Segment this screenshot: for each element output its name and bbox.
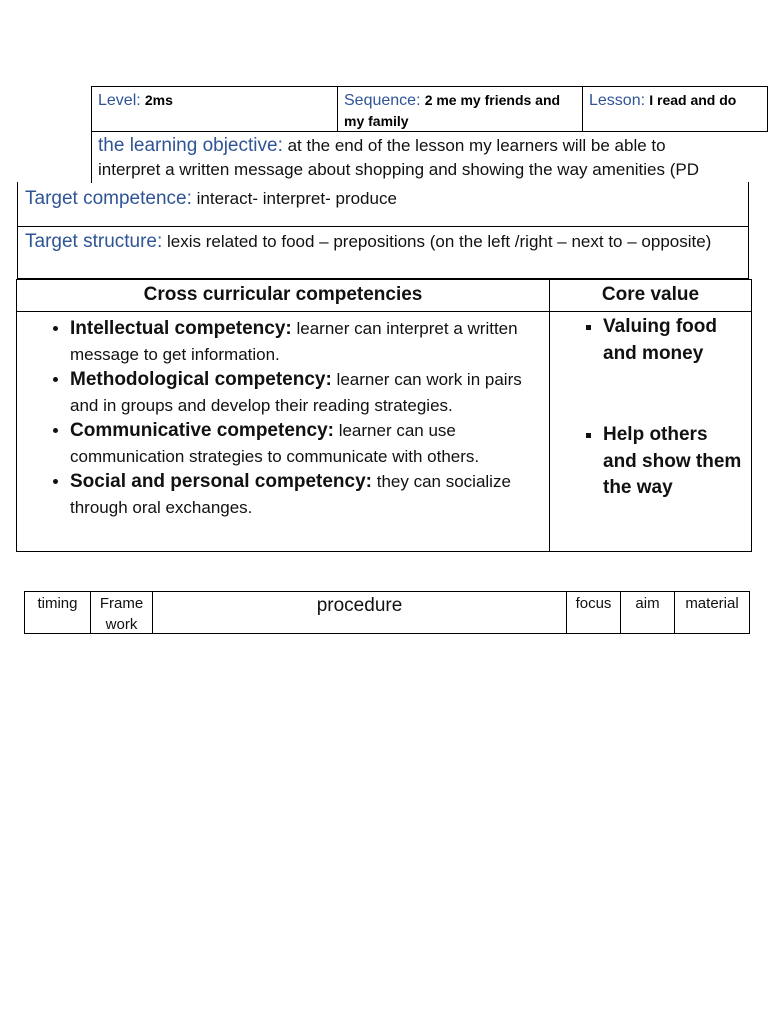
focus-header: focus xyxy=(567,592,621,633)
level-cell xyxy=(92,87,338,131)
level-value: 2ms xyxy=(144,92,173,108)
objective-text-line2: interpret a written message about shopping and showing the way amenities (PD xyxy=(98,160,700,179)
material-header: material xyxy=(685,595,739,612)
target-competence-label: Target competence: xyxy=(25,188,192,209)
competency-title: Methodological competency: xyxy=(70,369,332,390)
learning-objective-row xyxy=(91,131,768,183)
procedure-header: procedure xyxy=(153,592,567,633)
sequence-cell xyxy=(338,87,583,131)
competency-title: Communicative competency: xyxy=(70,420,334,441)
competencies-table xyxy=(16,279,752,552)
competency-text: learner can work in pairs and in groups and develop their reading strategies. xyxy=(70,370,522,415)
competency-text: learner can use communication strategies to communicate with others. xyxy=(70,421,480,466)
sequence-value: 2 me my friends and my family xyxy=(344,92,561,129)
target-structure-label: Target structure: xyxy=(25,231,163,252)
cross-curricular-header: Cross curricular competencies xyxy=(17,280,550,311)
core-value-item: ▪ Help others and show them the way xyxy=(603,422,743,502)
target-competence-row xyxy=(17,182,749,227)
competencies-list-cell xyxy=(17,312,550,552)
core-value-header: Core value xyxy=(601,284,700,305)
level-label: Level: xyxy=(98,92,141,109)
core-value-item: ▪ Valuing food and money xyxy=(603,314,743,367)
lesson-value: I read and do xyxy=(649,92,737,108)
target-structure-row xyxy=(17,226,749,279)
target-structure-value: lexis related to food – prepositions (on the left /right – next to – opposite) xyxy=(167,232,712,251)
core-values-list xyxy=(550,312,751,502)
competency-text: learner can interpret a written message to get information. xyxy=(70,319,518,364)
sequence-label: Sequence: xyxy=(344,92,421,109)
target-competence-value: interact- interpret- produce xyxy=(196,189,397,208)
competencies-header-row xyxy=(17,280,751,312)
framework-header: Frame work xyxy=(91,592,153,633)
procedure-table-header xyxy=(24,591,750,634)
list-item xyxy=(70,316,543,367)
competency-title: Intellectual competency: xyxy=(70,318,292,339)
lesson-label: Lesson: xyxy=(589,92,646,109)
objective-label: the learning objective: xyxy=(98,135,283,156)
list-item xyxy=(70,418,543,469)
competency-text: they can socialize through oral exchanges. xyxy=(70,472,511,517)
core-values-cell xyxy=(550,312,751,552)
competencies-body-row xyxy=(17,312,751,552)
timing-header: timing xyxy=(25,592,91,633)
list-item xyxy=(70,367,543,418)
list-item xyxy=(70,469,543,520)
competencies-list xyxy=(17,312,549,520)
lesson-header-row xyxy=(91,86,768,132)
aim-header: aim xyxy=(621,592,675,633)
lesson-cell xyxy=(583,87,767,131)
objective-text-line1: at the end of the lesson my learners will be able to xyxy=(287,136,666,155)
competency-title: Social and personal competency: xyxy=(70,471,372,492)
